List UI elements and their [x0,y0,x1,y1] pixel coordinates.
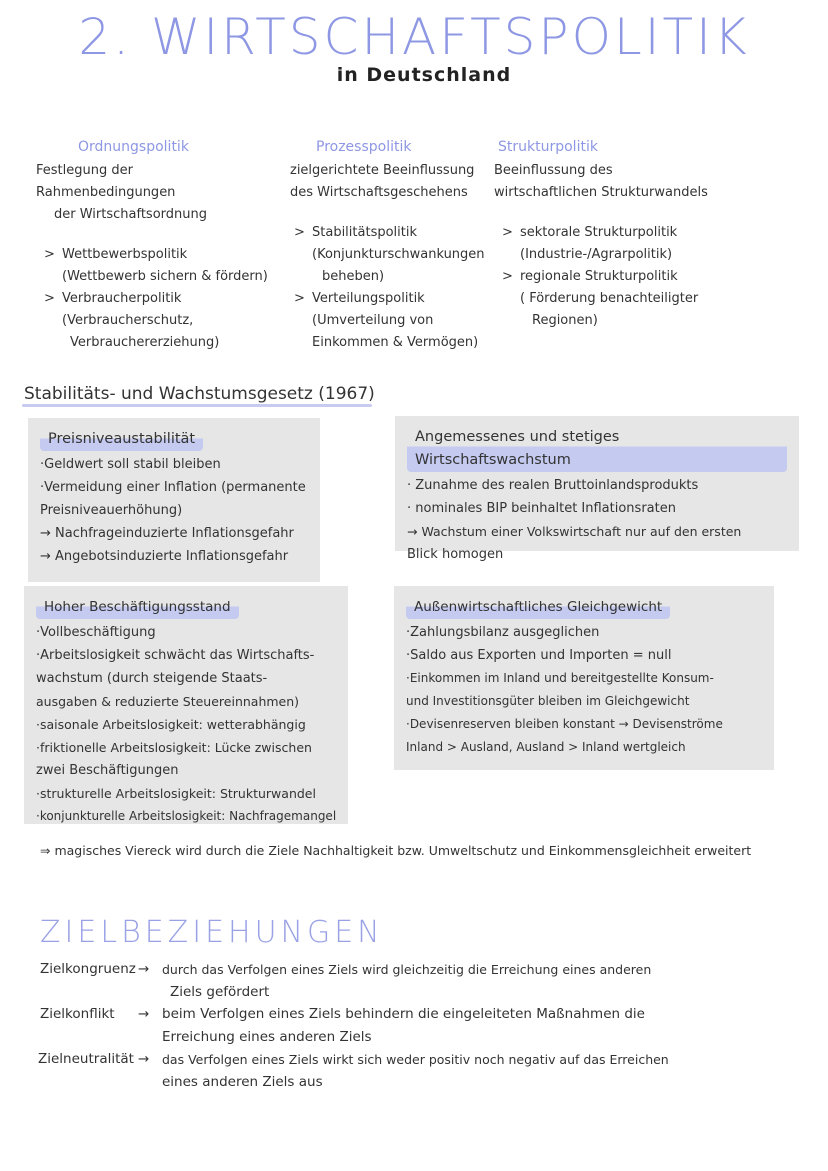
box-line: → Nachfrageinduzierte Inflationsgefahr [40,526,294,541]
page-subtitle: in Deutschland [336,64,512,86]
list-item [36,244,276,288]
desc-line: Festlegung der Rahmenbedingungen [36,163,176,200]
box-line: ·Einkommen im Inland und bereitgestellte Konsum- [406,671,714,685]
box-line: → Angebotsinduzierte Inflationsgefahr [40,549,289,564]
box-line: und Investitionsgüter bleiben im Gleichgewicht [406,694,690,708]
list-item [290,288,500,354]
box-line: ·saisonale Arbeitslosigkeit: wetterabhängig [36,717,306,732]
column-heading: Ordnungspolitik [78,139,189,155]
box-line: Blick homogen [407,547,504,562]
box-line: ·konjunkturelle Arbeitslosigkeit: Nachfragemangel [36,809,337,823]
box-line: ·friktionelle Arbeitslosigkeit: Lücke zwischen [36,740,312,755]
list-item [36,288,276,354]
box-line: ·Saldo aus Exporten und Importen = null [406,648,672,663]
box-heading: Preisniveaustabilität [40,428,203,451]
item-line: (Umverteilung von [312,313,434,328]
list-item [290,222,500,288]
box-line: wachstum (durch steigende Staats- [36,671,268,686]
arrow-icon: → [138,1051,150,1067]
box-line: ausgaben & reduzierte Steuereinnahmen) [36,694,300,709]
item-line: (Verbraucherschutz, [62,313,194,328]
box-line: ·Vollbeschäftigung [36,625,156,640]
item-line: beheben) [322,269,385,284]
page-title: 2. WIRTSCHAFTSPOLITIK [78,8,750,66]
box-heading: Hoher Beschäftigungsstand [36,596,239,619]
desc-line: Beeinflussung des [494,163,613,178]
box-heading: Außenwirtschaftliches Gleichgewicht [406,596,670,619]
box-line: ·Vermeidung einer Inflation (permanente [40,480,306,495]
box-heading: Angemessenes und stetiges Wirtschaftswachstum [407,426,787,472]
item-line: (Wettbewerb sichern & fördern) [62,269,268,284]
desc-line: wirtschaftlichen Strukturwandels [494,185,708,200]
box-line: ·strukturelle Arbeitslosigkeit: Strukturwandel [36,786,316,801]
zielbeziehung-text [162,958,782,1004]
text-line: Erreichung eines anderen Ziels [162,1029,372,1045]
note-magisches-viereck: ⇒ magisches Viereck wird durch die Ziele Nachhaltigkeit bzw. Umweltschutz und Einkommensgleichheit erweitert [40,843,752,858]
zielbeziehung-term: Zielneutralität [38,1051,134,1067]
desc-line: der Wirtschaftsordnung [54,207,207,222]
box-line: Inland > Ausland, Ausland > Inland wertgleich [406,740,686,754]
section-title-zielbeziehungen: ZIELBEZIEHUNGEN [40,915,384,950]
box-line: ·Zahlungsbilanz ausgeglichen [406,625,600,640]
box-line: → Wachstum einer Volkswirtschaft nur auf den ersten [407,524,742,539]
column-ordnungspolitik [36,136,276,354]
item-line: (Konjunkturschwankungen [312,247,485,262]
text-line: eines anderen Ziels aus [162,1074,323,1090]
text-line: beim Verfolgen eines Ziels behindern die eingeleiteten Maßnahmen die [162,1006,645,1022]
column-description [494,160,794,204]
bullet-marker: > [44,291,55,306]
box-beschaeftigungsstand [24,586,348,824]
box-line: ·Geldwert soll stabil bleiben [40,457,221,472]
item-line: regionale Strukturpolitik [520,269,678,284]
item-line: sektorale Strukturpolitik [520,225,678,240]
box-line: Preisniveauerhöhung) [40,503,183,518]
text-line: Ziels gefördert [170,984,270,1000]
bullet-marker: > [502,269,513,284]
column-prozesspolitik [290,136,500,354]
box-line: · Zunahme des realen Bruttoinlandsprodukts [407,478,699,493]
item-line: (Industrie-/Agrarpolitik) [520,247,673,262]
item-line: Verteilungspolitik [312,291,425,306]
zielbeziehung-row [0,1048,828,1094]
column-heading: Prozesspolitik [316,139,412,155]
bullet-marker: > [294,291,305,306]
box-wirtschaftswachstum [395,416,799,562]
box-line: zwei Beschäftigungen [36,763,179,778]
text-line: das Verfolgen eines Ziels wirkt sich weder positiv noch negativ auf das Erreichen [162,1052,669,1067]
column-heading: Strukturpolitik [498,139,598,155]
desc-line: zielgerichtete Beeinflussung [290,163,475,178]
arrow-icon: → [138,1006,150,1022]
bullet-marker: > [294,225,305,240]
zielbeziehung-text [162,1048,782,1094]
law-heading: Stabilitäts- und Wachstumsgesetz (1967) [24,384,375,404]
item-line: Stabilitätspolitik [312,225,418,240]
zielbeziehung-term: Zielkonflikt [40,1006,115,1022]
item-line: Verbrauchererziehung) [70,335,220,350]
item-line: Wettbewerbspolitik [62,247,188,262]
zielbeziehung-text [162,1003,782,1049]
item-line: Verbraucherpolitik [62,291,182,306]
arrow-icon: → [138,961,150,977]
list-item [494,266,794,332]
column-strukturpolitik [494,136,794,332]
box-line: · nominales BIP beinhaltet Inflationsraten [407,501,676,516]
list-item [494,222,794,266]
item-line: Einkommen & Vermögen) [312,335,479,350]
box-line: ·Devisenreserven bleiben konstant → Devisenströme [406,717,723,731]
box-line: ·Arbeitslosigkeit schwächt das Wirtschafts- [36,648,315,663]
text-line: durch das Verfolgen eines Ziels wird gleichzeitig die Erreichung eines anderen [162,962,652,977]
desc-line: des Wirtschaftsgeschehens [290,185,468,200]
item-line: ( Förderung benachteiligter [520,291,699,306]
zielbeziehung-row [0,1003,828,1049]
zielbeziehung-term: Zielkongruenz [40,961,136,977]
column-description [290,160,500,204]
bullet-marker: > [44,247,55,262]
zielbeziehung-row [0,958,828,1004]
bullet-marker: > [502,225,513,240]
box-preisniveaustabilitaet [28,418,320,582]
law-underline [22,404,372,407]
box-aussenwirtschaft [394,586,774,770]
item-line: Regionen) [532,313,598,328]
column-description [36,160,276,226]
